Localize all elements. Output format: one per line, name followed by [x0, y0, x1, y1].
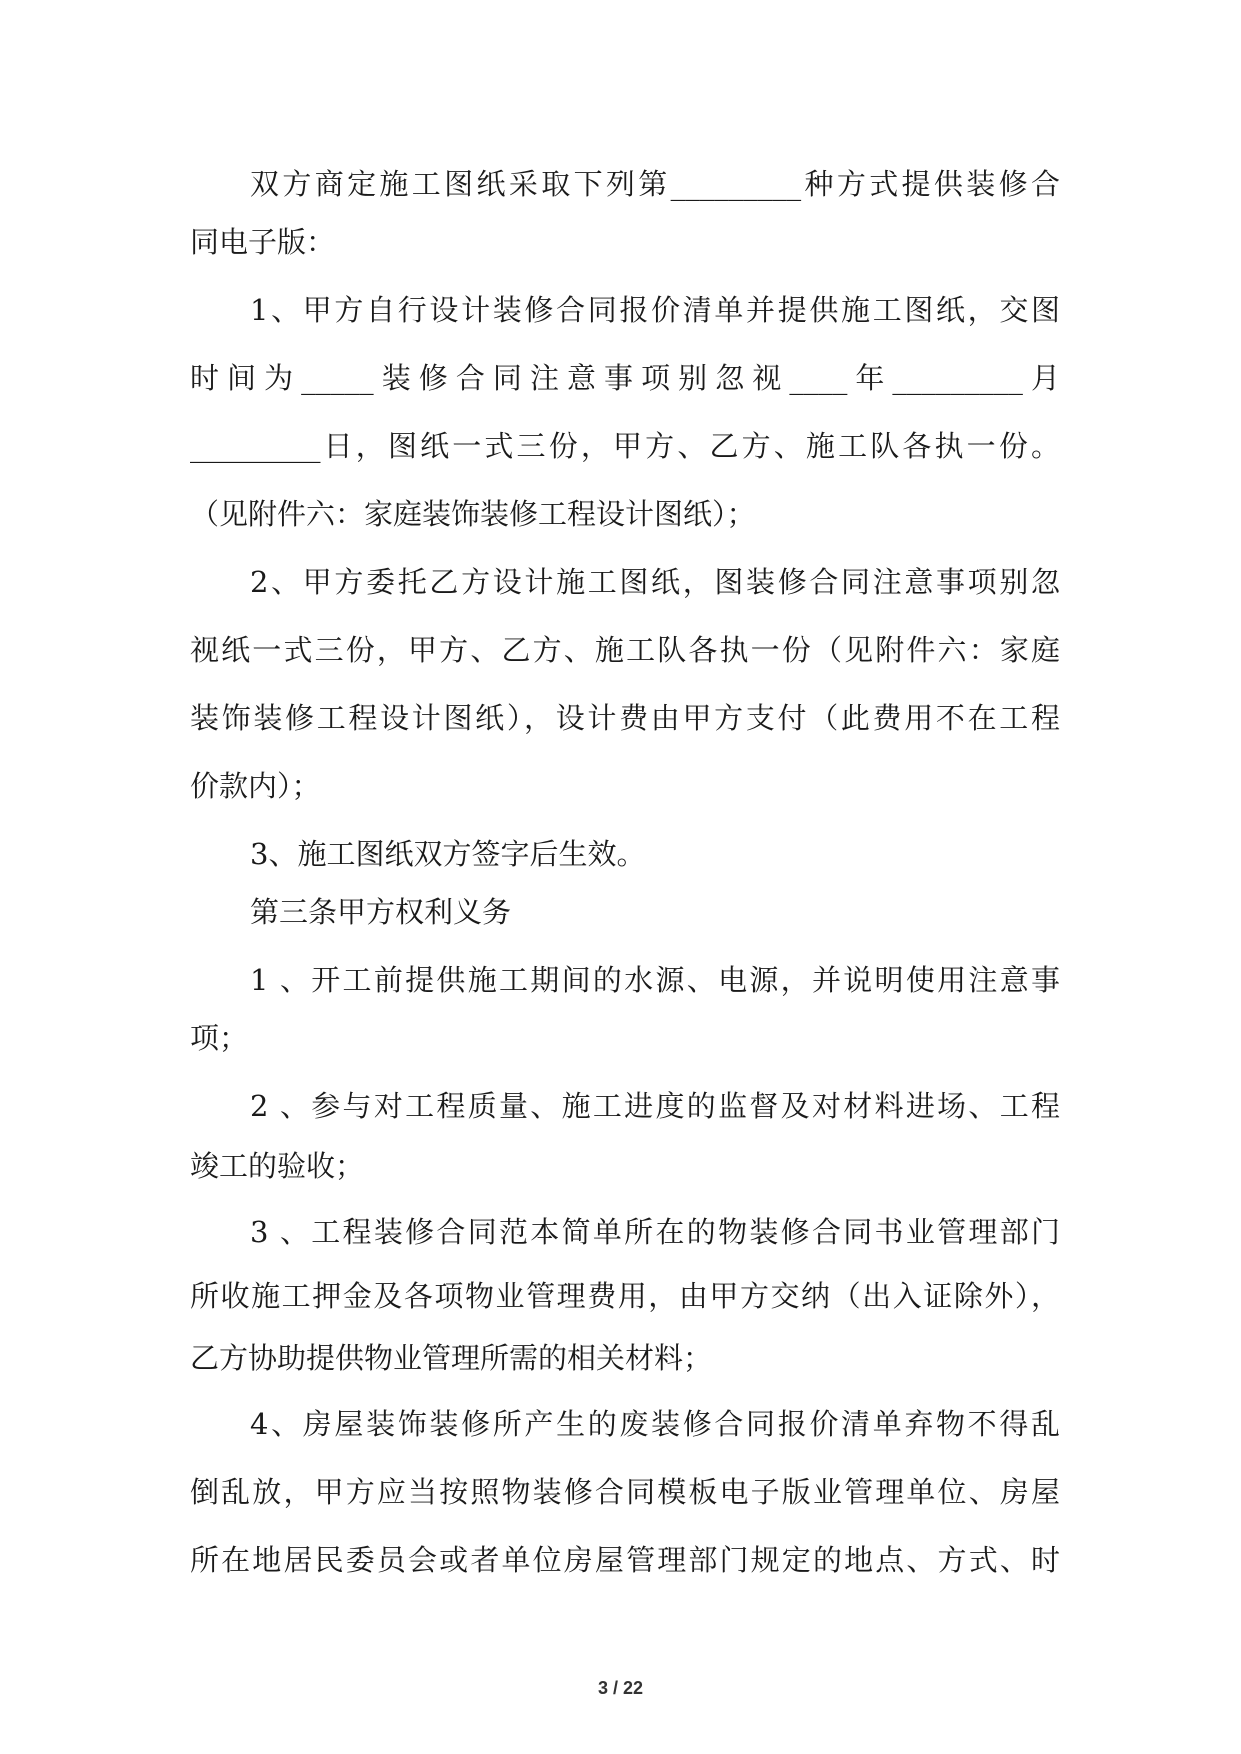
text-line: 4、房屋装饰装修所产生的废装修合同报价清单弃物不得乱	[250, 1407, 1060, 1441]
text-line: （见附件六：家庭装饰装修工程设计图纸）；	[190, 497, 756, 531]
text-line: 2 、参与对工程质量、施工进度的监督及对材料进场、工程	[250, 1089, 1060, 1123]
text-line: 时间为_____装修合同注意事项别忽视____年_________月	[190, 361, 1060, 395]
text-line: 同电子版：	[190, 225, 336, 259]
text-line: 2、甲方委托乙方设计施工图纸，图装修合同注意事项别忽	[250, 565, 1060, 599]
section-heading: 第三条甲方权利义务	[250, 895, 512, 929]
text-line: 乙方协助提供物业管理所需的相关材料；	[190, 1341, 713, 1375]
text-line: 双方商定施工图纸采取下列第_________种方式提供装修合	[250, 167, 1060, 201]
text-line: 视纸一式三份，甲方、乙方、施工队各执一份（见附件六：家庭	[190, 633, 1060, 667]
text-line: 所收施工押金及各项物业管理费用，由甲方交纳（出入证除外），	[190, 1279, 1060, 1313]
text-line: 价款内）；	[190, 769, 321, 803]
text-line: 所在地居民委员会或者单位房屋管理部门规定的地点、方式、时	[190, 1543, 1060, 1577]
text-line: 项；	[190, 1021, 249, 1055]
text-line: 装饰装修工程设计图纸），设计费由甲方支付（此费用不在工程	[190, 701, 1060, 735]
text-line: 3 、工程装修合同范本简单所在的物装修合同书业管理部门	[250, 1215, 1060, 1249]
text-line: _________日，图纸一式三份，甲方、乙方、施工队各执一份。	[190, 429, 1060, 463]
text-line: 1、甲方自行设计装修合同报价清单并提供施工图纸，交图	[250, 293, 1060, 327]
page-number: 3 / 22	[597, 1678, 644, 1698]
text-line: 1 、开工前提供施工期间的水源、电源，并说明使用注意事	[250, 963, 1060, 997]
text-line: 倒乱放，甲方应当按照物装修合同模板电子版业管理单位、房屋	[190, 1475, 1060, 1509]
text-line: 3、施工图纸双方签字后生效。	[250, 837, 646, 871]
text-line: 竣工的验收；	[190, 1149, 365, 1183]
